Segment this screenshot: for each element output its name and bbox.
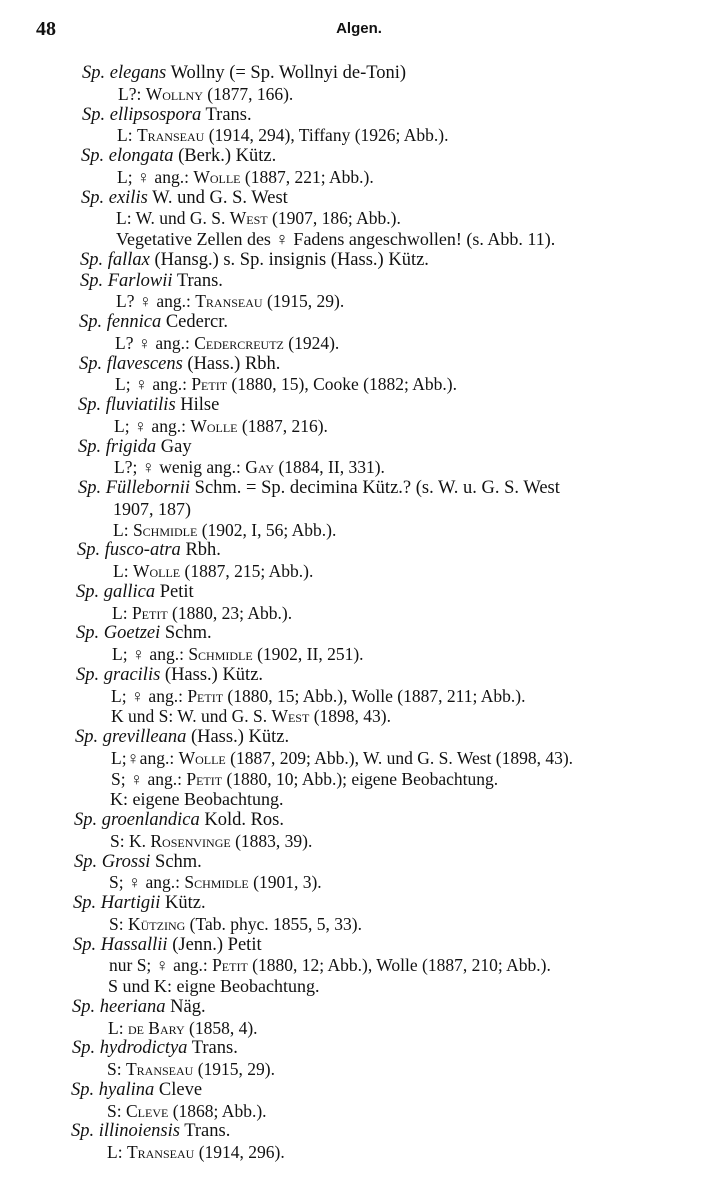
genus-abbrev: Sp. bbox=[79, 353, 103, 374]
reference-line bbox=[116, 228, 555, 250]
reference-line bbox=[111, 768, 498, 790]
author-citation: Wollny (= Sp. Wollnyi de-Toni) bbox=[170, 63, 407, 83]
reference-prefix: L? ♀ ang.: bbox=[116, 291, 191, 312]
reference-prefix: L: bbox=[113, 519, 129, 540]
reference-author: Wolle bbox=[178, 747, 226, 768]
species-entry bbox=[78, 394, 219, 416]
species-entry bbox=[73, 892, 206, 914]
reference-details: (1877, 166). bbox=[207, 83, 294, 104]
author-citation: Trans. bbox=[176, 270, 223, 291]
author-citation: (Hansg.) s. Sp. insignis (Hass.) Kütz. bbox=[154, 249, 429, 270]
genus-abbrev: Sp. bbox=[78, 395, 102, 415]
genus-abbrev: Sp. bbox=[73, 893, 97, 913]
author-citation: Rbh. bbox=[185, 540, 221, 561]
reference-line bbox=[107, 1100, 267, 1122]
genus-abbrev: Sp. bbox=[72, 1038, 96, 1059]
species-epithet: gallica bbox=[103, 581, 156, 602]
reference-author: Petit bbox=[191, 374, 228, 395]
species-entry bbox=[74, 851, 202, 873]
reference-line bbox=[111, 747, 573, 769]
reference-prefix: L: bbox=[117, 125, 133, 146]
species-entry bbox=[80, 249, 429, 271]
page-number: 48 bbox=[36, 18, 56, 40]
reference-line bbox=[114, 415, 328, 437]
note-text: S und K: eigne Beobachtung. bbox=[108, 976, 320, 996]
reference-prefix: L?; ♀ wenig ang.: bbox=[114, 457, 241, 478]
genus-abbrev: Sp. bbox=[76, 581, 100, 602]
reference-details: (1902, I, 56; Abb.). bbox=[201, 519, 337, 540]
reference-line bbox=[108, 1017, 258, 1039]
author-citation: (Hass.) Kütz. bbox=[190, 727, 290, 747]
reference-author: Wolle bbox=[132, 561, 181, 581]
reference-line bbox=[109, 954, 551, 976]
genus-abbrev: Sp. bbox=[71, 1079, 95, 1100]
reference-prefix: L; ♀ ang.: bbox=[115, 374, 187, 395]
reference-prefix: L; ♀ ang.: bbox=[111, 685, 183, 706]
reference-prefix: L: bbox=[113, 561, 129, 581]
reference-author: Transeau bbox=[136, 125, 205, 146]
author-citation: Kold. Ros. bbox=[204, 810, 285, 830]
reference-details: (1880, 23; Abb.). bbox=[172, 602, 293, 623]
genus-abbrev: Sp. bbox=[76, 623, 100, 644]
note-text: Vegetative Zellen des ♀ Fadens angeschwollen! (s. Abb. 11). bbox=[116, 229, 556, 249]
reference-prefix: S: bbox=[109, 913, 124, 934]
species-epithet: Goetzei bbox=[103, 623, 161, 644]
reference-prefix: K und S: W. und G. S. bbox=[111, 706, 268, 727]
reference-line bbox=[114, 456, 385, 478]
reference-author: Cleve bbox=[125, 1100, 169, 1121]
reference-author: West bbox=[229, 208, 268, 229]
species-epithet: illinoiensis bbox=[98, 1121, 180, 1142]
author-citation: Trans. bbox=[191, 1038, 238, 1059]
reference-prefix: L: bbox=[107, 1142, 123, 1162]
reference-details: (1883, 39). bbox=[235, 830, 313, 851]
reference-author: Transeau bbox=[125, 1059, 194, 1079]
species-epithet: fallax bbox=[107, 249, 150, 270]
reference-line bbox=[113, 498, 191, 520]
genus-abbrev: Sp. bbox=[82, 104, 106, 125]
reference-prefix: L; ♀ ang.: bbox=[114, 415, 186, 436]
reference-prefix: L: bbox=[108, 1017, 124, 1038]
reference-line bbox=[115, 332, 339, 354]
species-entry bbox=[82, 104, 252, 126]
reference-line bbox=[117, 166, 374, 188]
species-epithet: hydrodictya bbox=[99, 1038, 188, 1059]
species-entry bbox=[79, 353, 280, 375]
note-text: 1907, 187) bbox=[113, 498, 191, 519]
reference-line bbox=[108, 975, 319, 997]
species-entry bbox=[81, 145, 276, 167]
reference-author: Schmidle bbox=[188, 644, 253, 664]
genus-abbrev: Sp. bbox=[81, 187, 105, 208]
reference-details: (1898, 43). bbox=[313, 706, 391, 727]
author-citation: (Jenn.) Petit bbox=[172, 934, 262, 955]
reference-details: (1914, 294), Tiffany (1926; Abb.). bbox=[208, 125, 449, 146]
genus-abbrev: Sp. bbox=[82, 63, 106, 83]
reference-line bbox=[111, 705, 391, 727]
reference-author: Transeau bbox=[195, 291, 263, 312]
species-epithet: fennica bbox=[106, 312, 162, 332]
author-citation: (Hass.) Kütz. bbox=[164, 664, 264, 685]
reference-line bbox=[113, 519, 336, 541]
genus-abbrev: Sp. bbox=[75, 727, 99, 747]
reference-author: Schmidle bbox=[132, 519, 198, 540]
author-citation: W. und G. S. West bbox=[152, 187, 288, 208]
reference-line bbox=[117, 124, 449, 146]
author-citation: Gay bbox=[160, 436, 192, 457]
reference-prefix: L; ♀ ang.: bbox=[112, 644, 184, 664]
species-entry bbox=[74, 809, 284, 831]
reference-line bbox=[116, 290, 344, 312]
reference-details: (1880, 15), Cooke (1882; Abb.). bbox=[231, 374, 457, 395]
species-entry bbox=[80, 270, 223, 292]
species-entry bbox=[78, 436, 192, 458]
author-citation: (Hass.) Rbh. bbox=[187, 353, 281, 374]
reference-author: de Bary bbox=[127, 1017, 185, 1038]
reference-prefix: nur S; ♀ ang.: bbox=[109, 955, 208, 976]
reference-details: (1880, 10; Abb.); eigene Beobachtung. bbox=[226, 768, 499, 789]
species-entry bbox=[76, 581, 194, 603]
species-entry bbox=[79, 311, 228, 333]
reference-prefix: S; ♀ ang.: bbox=[109, 872, 180, 893]
species-entry bbox=[72, 1037, 238, 1059]
reference-details: (1887, 216). bbox=[241, 415, 328, 436]
reference-line bbox=[115, 373, 457, 395]
species-entry bbox=[71, 1120, 230, 1142]
species-epithet: hyalina bbox=[98, 1079, 155, 1100]
genus-abbrev: Sp. bbox=[79, 312, 103, 332]
species-entry bbox=[76, 622, 212, 644]
species-entry bbox=[78, 477, 560, 499]
reference-prefix: S: bbox=[107, 1100, 122, 1121]
species-epithet: flavescens bbox=[106, 353, 183, 374]
reference-author: Cedercreutz bbox=[194, 332, 284, 353]
reference-line bbox=[111, 685, 525, 707]
genus-abbrev: Sp. bbox=[76, 664, 100, 685]
reference-author: West bbox=[271, 706, 310, 727]
note-text: K: eigene Beobachtung. bbox=[110, 789, 284, 810]
reference-line bbox=[109, 913, 362, 935]
reference-author: Rosenvinge bbox=[150, 830, 231, 851]
reference-prefix: L; ♀ ang.: bbox=[117, 166, 189, 187]
reference-line bbox=[107, 1058, 275, 1080]
reference-author: Petit bbox=[212, 955, 248, 976]
reference-details: (1887, 221; Abb.). bbox=[244, 166, 374, 187]
species-entry bbox=[73, 934, 262, 956]
genus-abbrev: Sp. bbox=[80, 249, 104, 270]
species-entry bbox=[76, 664, 263, 686]
species-epithet: heeriana bbox=[99, 996, 166, 1017]
reference-prefix: L? ♀ ang.: bbox=[115, 332, 190, 353]
page-header bbox=[36, 18, 682, 44]
reference-line bbox=[116, 207, 401, 229]
genus-abbrev: Sp. bbox=[73, 934, 97, 955]
author-citation: Hilse bbox=[180, 395, 220, 415]
species-epithet: fusco-atra bbox=[104, 540, 181, 561]
author-citation: Trans. bbox=[184, 1121, 231, 1142]
reference-line bbox=[118, 83, 293, 105]
author-citation: Trans. bbox=[205, 104, 252, 125]
reference-line bbox=[109, 871, 322, 893]
species-epithet: frigida bbox=[105, 436, 157, 457]
species-epithet: exilis bbox=[108, 187, 148, 208]
genus-abbrev: Sp. bbox=[74, 851, 98, 872]
reference-details: (1901, 3). bbox=[253, 872, 322, 893]
species-epithet: groenlandica bbox=[101, 810, 200, 830]
reference-details: (1915, 29). bbox=[197, 1059, 276, 1079]
author-citation: Petit bbox=[159, 581, 194, 602]
reference-author: Petit bbox=[187, 685, 224, 706]
author-citation: Cedercr. bbox=[165, 312, 228, 332]
reference-details: (1884, II, 331). bbox=[278, 457, 385, 478]
species-entry bbox=[82, 62, 406, 84]
species-epithet: fluviatilis bbox=[105, 395, 176, 415]
species-epithet: gracilis bbox=[103, 664, 161, 685]
species-epithet: grevilleana bbox=[102, 727, 187, 747]
reference-prefix: S; ♀ ang.: bbox=[111, 768, 182, 789]
species-epithet: Farlowii bbox=[107, 270, 173, 291]
reference-prefix: S: K. bbox=[110, 830, 146, 851]
reference-prefix: L: bbox=[112, 602, 128, 623]
reference-details: (1915, 29). bbox=[266, 291, 345, 312]
species-epithet: ellipsospora bbox=[109, 104, 202, 125]
author-citation: Schm. = Sp. decimina Kütz.? (s. W. u. G. S. West bbox=[194, 478, 560, 498]
reference-details: (1880, 15; Abb.), Wolle (1887, 211; Abb.). bbox=[227, 685, 526, 706]
reference-line bbox=[112, 643, 364, 665]
species-epithet: Füllebornii bbox=[105, 478, 191, 498]
author-citation: Cleve bbox=[158, 1079, 203, 1100]
reference-details: (Tab. phyc. 1855, 5, 33). bbox=[189, 913, 362, 934]
author-citation: Schm. bbox=[155, 851, 202, 872]
species-entry bbox=[71, 1079, 202, 1101]
genus-abbrev: Sp. bbox=[77, 540, 101, 561]
species-epithet: Grossi bbox=[101, 851, 151, 872]
running-head: Algen. bbox=[336, 20, 382, 37]
reference-details: (1924). bbox=[288, 332, 340, 353]
genus-abbrev: Sp. bbox=[71, 1121, 95, 1142]
genus-abbrev: Sp. bbox=[78, 478, 102, 498]
reference-details: (1868; Abb.). bbox=[172, 1100, 267, 1121]
reference-details: (1914, 296). bbox=[198, 1142, 285, 1162]
reference-line bbox=[113, 560, 313, 582]
species-entry bbox=[75, 726, 289, 748]
author-citation: Kütz. bbox=[165, 893, 206, 913]
reference-author: Kützing bbox=[127, 913, 186, 934]
species-entry bbox=[81, 187, 288, 209]
species-epithet: Hassallii bbox=[100, 934, 168, 955]
reference-author: Transeau bbox=[126, 1142, 195, 1162]
reference-details: (1887, 209; Abb.), W. und G. S. West (1898, 43). bbox=[230, 747, 574, 768]
genus-abbrev: Sp. bbox=[72, 996, 96, 1017]
reference-line bbox=[110, 830, 312, 852]
reference-details: (1887, 215; Abb.). bbox=[184, 561, 314, 581]
reference-author: Wolle bbox=[190, 415, 238, 436]
reference-details: (1907, 186; Abb.). bbox=[272, 208, 401, 229]
reference-line bbox=[112, 602, 292, 624]
reference-prefix: L;♀ang.: bbox=[111, 747, 175, 768]
species-epithet: Hartigii bbox=[100, 893, 161, 913]
species-epithet: elongata bbox=[108, 146, 174, 166]
reference-details: (1880, 12; Abb.), Wolle (1887, 210; Abb.). bbox=[252, 955, 551, 976]
reference-author: Schmidle bbox=[184, 872, 249, 893]
reference-author: Gay bbox=[245, 457, 275, 478]
reference-prefix: L?: bbox=[118, 83, 142, 104]
species-epithet: elegans bbox=[109, 63, 167, 83]
reference-line bbox=[107, 1141, 285, 1163]
reference-author: Petit bbox=[131, 602, 168, 623]
species-entry bbox=[72, 996, 206, 1018]
author-citation: Schm. bbox=[164, 623, 212, 644]
reference-author: Petit bbox=[186, 768, 223, 789]
author-citation: (Berk.) Kütz. bbox=[178, 146, 277, 166]
reference-author: Wollny bbox=[145, 83, 203, 104]
genus-abbrev: Sp. bbox=[80, 270, 104, 291]
reference-details: (1858, 4). bbox=[189, 1017, 258, 1038]
author-citation: Näg. bbox=[170, 996, 206, 1017]
reference-prefix: L: W. und G. S. bbox=[116, 208, 226, 229]
reference-line bbox=[110, 788, 283, 810]
reference-details: (1902, II, 251). bbox=[257, 644, 364, 664]
genus-abbrev: Sp. bbox=[74, 810, 98, 830]
species-entry bbox=[77, 539, 221, 561]
genus-abbrev: Sp. bbox=[81, 146, 105, 166]
reference-author: Wolle bbox=[193, 166, 241, 187]
reference-prefix: S: bbox=[107, 1059, 122, 1079]
genus-abbrev: Sp. bbox=[78, 436, 102, 457]
